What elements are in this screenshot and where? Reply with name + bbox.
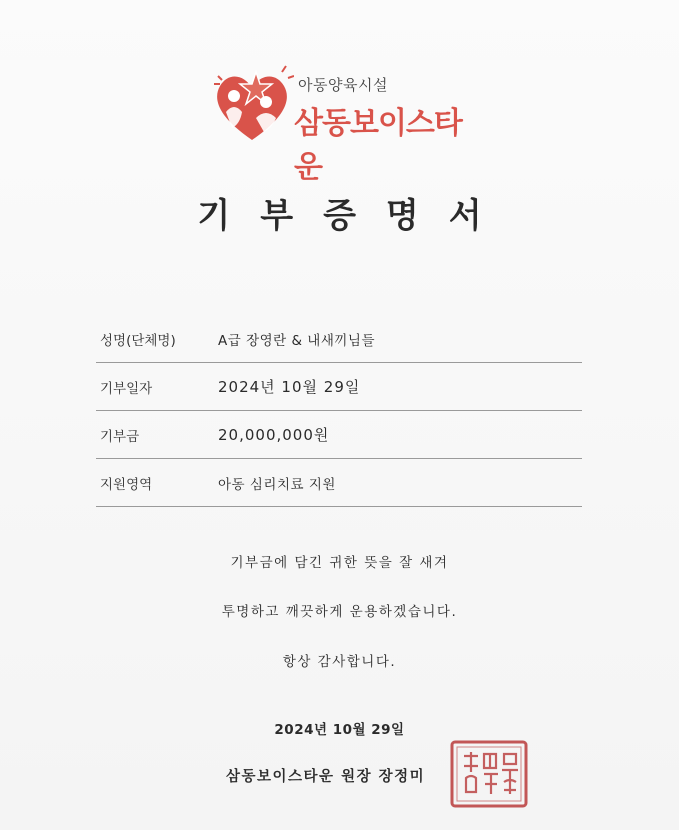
field-row-date — [96, 363, 582, 411]
field-label: 지원영역 — [100, 476, 153, 493]
field-label: 기부금 — [100, 428, 140, 445]
heart-figures-logo-icon — [210, 62, 294, 146]
official-seal-stamp-icon — [448, 738, 530, 810]
donation-details-table — [96, 315, 582, 507]
field-row-amount — [96, 411, 582, 459]
field-value: 20,000,000원 — [218, 426, 330, 444]
issue-date: 2024년 10월 29일 — [274, 722, 405, 738]
field-label: 기부일자 — [100, 380, 153, 397]
logo-name: 삼동보이스타운 — [294, 106, 462, 185]
field-value: A급 장영란 & 내새끼님들 — [218, 332, 376, 349]
logo-subtitle: 아동양육시설 — [298, 76, 388, 94]
field-value: 아동 심리치료 지원 — [218, 476, 336, 493]
field-value: 2024년 10월 29일 — [218, 378, 361, 396]
message-line-3: 항상 감사합니다. — [282, 654, 397, 670]
message-line-1: 기부금에 담긴 귀한 뜻을 잘 새겨 — [230, 555, 449, 571]
signature-line: 삼동보이스타운 원장 장정미 — [226, 769, 426, 785]
organization-logo — [210, 62, 480, 185]
field-row-name — [96, 315, 582, 363]
field-label: 성명(단체명) — [100, 332, 176, 349]
field-row-area — [96, 459, 582, 507]
document-title: 기부증명서 — [197, 196, 512, 236]
message-line-2: 투명하고 깨끗하게 운용하겠습니다. — [221, 604, 458, 620]
